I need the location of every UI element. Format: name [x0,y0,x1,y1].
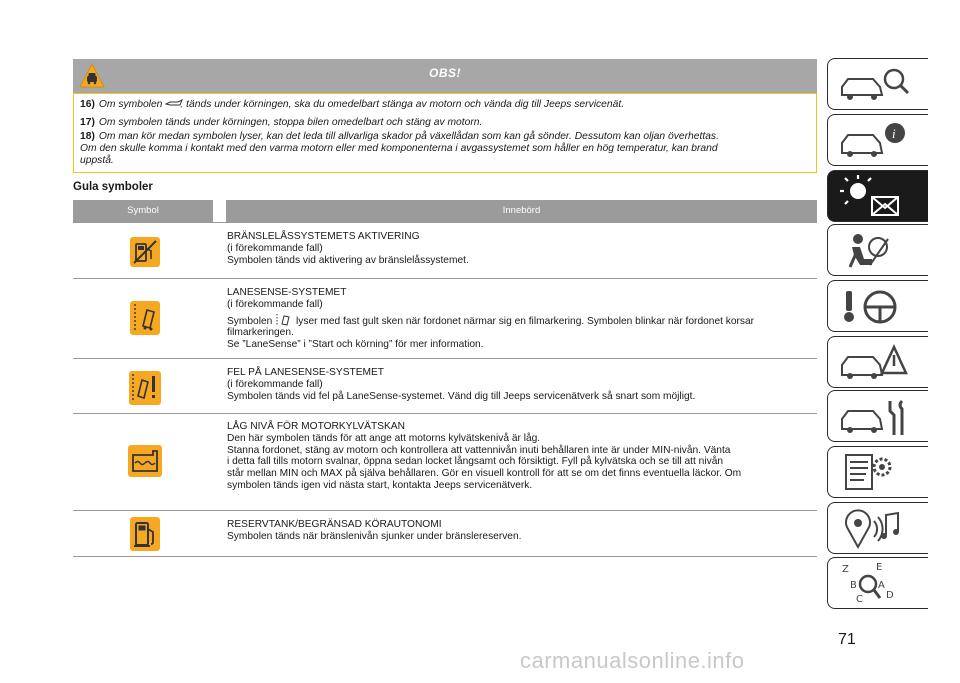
row-fuel-reserve: RESERVTANK/BEGRÄNSAD KÖRAUTONOMI Symbolen tänds när bränslenivån sjunker under bränslereserven. [227,519,522,542]
airbag-seat-icon [828,225,929,277]
warning-item-16: 16) Om symbolen tänds under körningen, ska du omedelbart stänga av motorn och vända dig till Jeeps servicenät. [80,99,625,110]
row-lanesense-fault: FEL PÅ LANESENSE-SYSTEMET (i förekommande fall) Symbolen tänds vid fel på LaneSense-systemet. Vänd dig till Jeeps servicenätverk så snart som möjligt. [227,367,696,402]
car-wrench-icon [828,391,929,443]
divider [73,556,817,557]
document-gear-icon [828,447,929,499]
car-search-icon [828,59,929,111]
warning-title: OBS! [429,66,461,80]
table-header [73,200,817,222]
tab-warning-lights[interactable] [827,170,928,222]
warning-item-18: 18) Om man kör medan symbolen lyser, kan det leda till allvarliga skador på växellådan som kan gå sönder. Dessutom kan oljan överhettas. [80,131,719,142]
tab-instrument-panel[interactable] [827,58,928,110]
section-title: Gula symboler [73,181,153,193]
fuel-reserve-icon [125,514,165,554]
row-coolant: LÅG NIVÅ FÖR MOTORKYLVÄTSKAN Den här symbolen tänds för att ange att motorns kylvätskenivå är låg. Stanna fordonet, stäng av motorn och kontrollera att vattennivån inuti behållaren inte är under MIN-nivån. Vänta i detta fall tills motorn svalnar, öppna sedan locket långsamt och försiktigt. Fyll på kylvätska och se till att nivån står mellan MIN och MAX på själva behållaren. Gör en visuell kontroll för att se om det finns eventuella läckor. Om symbolen tänds igen vid nästa start, kontakta Jeeps servicenätverk. [227,421,742,491]
oil-pressure-icon [165,99,183,108]
divider [73,413,817,414]
tab-emergency[interactable] [827,336,928,388]
car-info-icon [828,115,929,167]
lanesense-inline-icon [275,313,293,327]
page-number: 71 [838,631,856,648]
warning-light-message-icon [828,171,929,223]
row-lanesense: LANESENSE-SYSTEMET (i förekommande fall) Symbolen lyser med fast gult sken när fordonet närmar sig en filmarkering. Symbolen blinkar när fordonet korsar filmarkeringen. Se ”LaneSense” i ”Start och körning” för mer information. [227,287,755,351]
steering-wheel-icon [828,281,929,333]
car-emergency-icon [828,337,929,389]
tab-multimedia[interactable] [827,502,928,554]
svg-text:i: i [892,126,896,141]
lanesense-icon [125,298,165,338]
svg-text:D: D [886,590,894,601]
index-letters-icon [828,558,929,610]
warning-item-18-end: uppstå. [80,155,114,166]
coolant-level-icon [125,441,165,481]
warning-item-17: 17) Om symbolen tänds under körningen, stoppa bilen omedelbart och stäng av motorn. [80,117,483,128]
divider [73,358,817,359]
divider [73,278,817,279]
tab-maintenance[interactable] [827,390,928,442]
divider [73,222,817,223]
svg-text:Z: Z [842,564,849,575]
lanesense-fault-icon [125,368,165,408]
divider [73,510,817,511]
tab-technical-data[interactable] [827,446,928,498]
svg-text:A: A [878,580,885,591]
svg-text:B: B [850,580,857,591]
tab-safety-info[interactable] [827,114,928,166]
tab-starting-driving[interactable] [827,280,928,332]
warning-item-18-cont: Om den skulle komma i kontakt med den varma motorn eller med komponenterna i avgassystemet som håller en hög temperatur, kan brand [80,143,718,154]
multimedia-icon [828,503,929,555]
watermark: carmanualsonline.info [520,648,745,673]
fuel-cap-lock-icon [125,232,165,272]
tab-index[interactable] [827,557,928,609]
tab-safety[interactable] [827,224,928,276]
row-fuel-lock: BRÄNSLELÅSSYSTEMETS AKTIVERING (i förekommande fall) Symbolen tänds vid aktivering av bränslelåssystemet. [227,231,469,266]
header-symbol: Symbol [73,200,213,222]
svg-text:C: C [856,594,863,605]
svg-text:E: E [876,562,883,573]
header-meaning: Innebörd [226,200,817,222]
